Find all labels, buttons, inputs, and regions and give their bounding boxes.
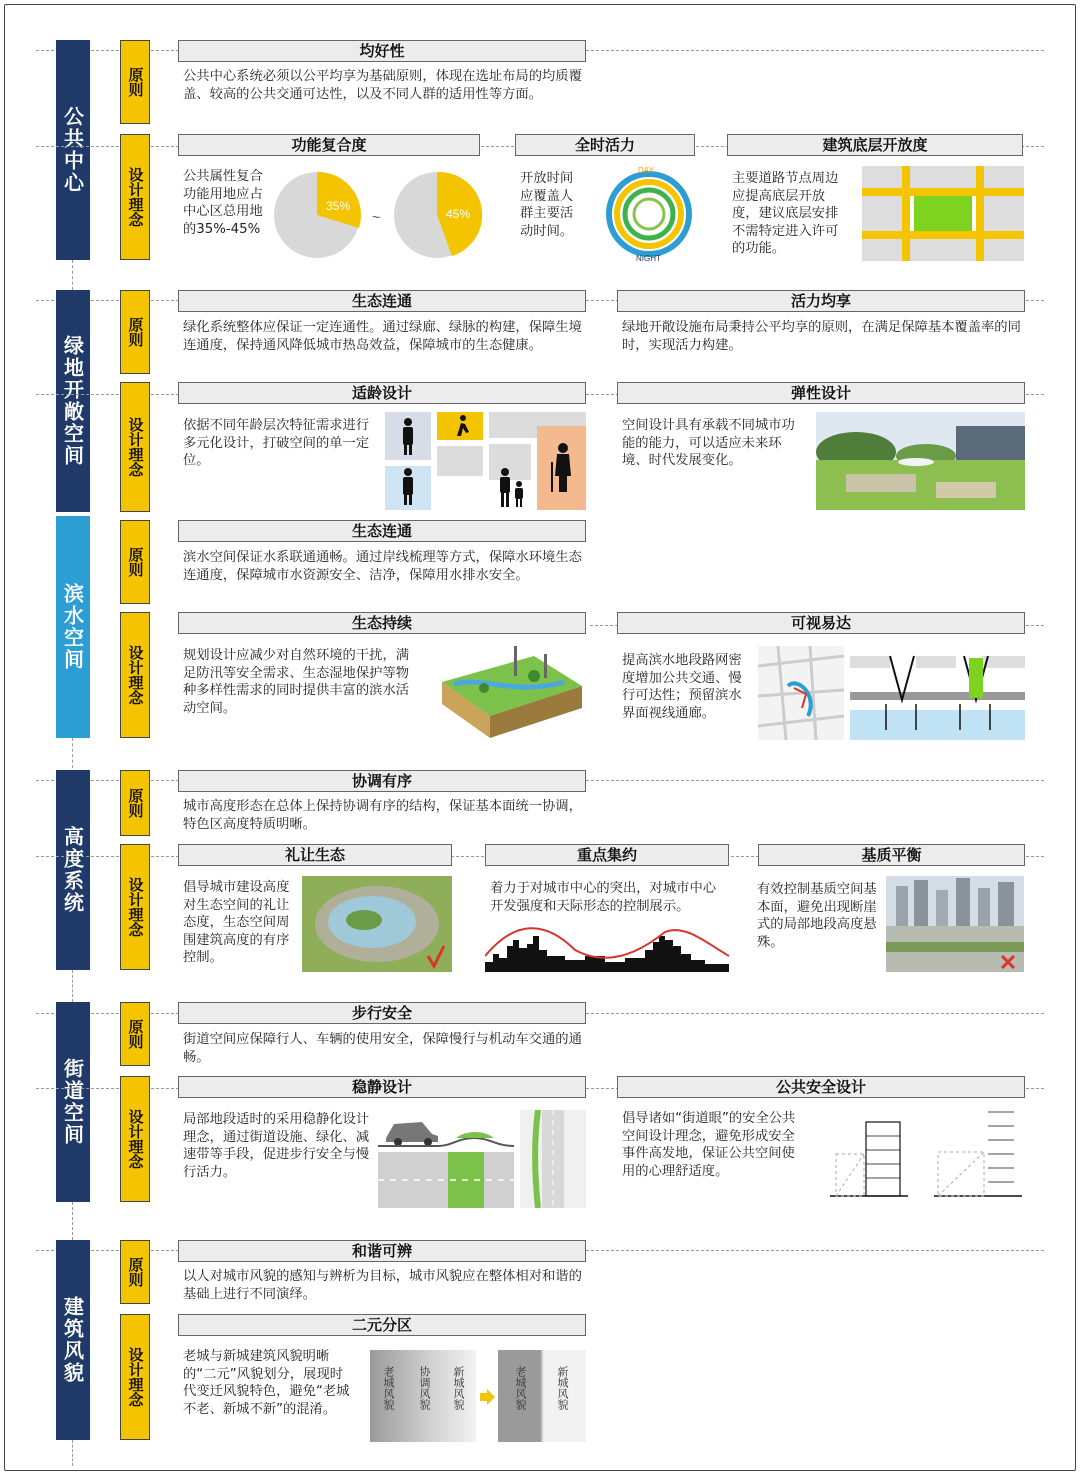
- principle-title: 生态连通: [178, 520, 586, 542]
- pie-label-45: 45%: [446, 207, 471, 221]
- divider: [72, 1202, 73, 1240]
- principle-text: 城市高度形态在总体上保持协调有序的结构，保证基本面统一协调，特色区高度特质明晰。: [183, 799, 582, 832]
- street-plan-diagram: [520, 1110, 586, 1208]
- principle-tag: 原则: [120, 290, 150, 374]
- pie-45: [394, 172, 482, 258]
- concept-title: 适龄设计: [178, 382, 586, 404]
- principle-tag: 原则: [120, 770, 150, 836]
- pie-charts: [272, 170, 484, 262]
- concept-title: 二元分区: [178, 1314, 586, 1336]
- zone-label: 协调风貌: [418, 1366, 431, 1410]
- concept-text: 公共属性复合功能用地应占中心区总用地的35%-45%: [183, 169, 263, 237]
- skyline-diagram: [485, 926, 729, 972]
- zone-gradient-before: [370, 1350, 476, 1442]
- divider: [72, 260, 73, 290]
- category-waterfront: 滨水空间: [56, 516, 90, 738]
- concept-tag: 设计理念: [120, 382, 150, 512]
- clock-day-label: DAY: [638, 166, 654, 175]
- city-skyline-photo: [886, 876, 1024, 972]
- principle-title: 协调有序: [178, 770, 586, 792]
- arrow-right-icon: [478, 1388, 496, 1406]
- sightline-section: [850, 646, 1025, 740]
- concept-text: 着力于对城市中心的突出，对城市中心开发强度和天际形态的控制展示。: [490, 881, 717, 914]
- concept-title: 建筑底层开放度: [727, 134, 1023, 156]
- principle-text: 街道空间应保障行人、车辆的使用安全，保障慢行与机动车交通的通畅。: [183, 1032, 582, 1065]
- concept-text: 局部地段适时的采用稳静化设计理念，通过街道设施、绿化、减速带等手段，促进步行安全与慢行活力。: [183, 1112, 370, 1180]
- pie-tilde: ~: [372, 209, 381, 225]
- concept-text: 规划设计应减少对自然环境的干扰，满足防汛等安全需求、生态湿地保护等物种多样性需求的同时提供丰富的滨水活动空间。: [183, 648, 410, 716]
- concept-text: 倡导城市建设高度对生态空间的礼让态度，生态空间周围建筑高度的有序控制。: [183, 880, 290, 965]
- principle-title: 生态连通: [178, 290, 586, 312]
- concept-tag: 设计理念: [120, 1314, 150, 1440]
- concept-tag: 设计理念: [120, 134, 150, 260]
- concept-tag: 设计理念: [120, 612, 150, 738]
- concept-text: 依据不同年龄层次特征需求进行多元化设计，打破空间的单一定位。: [183, 418, 370, 468]
- principle-text: 绿化系统整体应保证一定连通性。通过绿廊、绿脉的构建，保障生境连通度，保持通风降低城市热岛效益，保障城市的生态健康。: [183, 320, 582, 353]
- concept-title: 公共安全设计: [617, 1076, 1025, 1098]
- ground-floor-diagram: [862, 166, 1024, 261]
- park-photo: [816, 412, 1025, 510]
- eco-aerial-photo: [302, 876, 452, 972]
- principle-tag: 原则: [120, 1002, 150, 1066]
- concept-text: 老城与新城建筑风貌明晰的“二元”风貌划分，展现时代变迁风貌特色，避免“老城不老、新城不新”的混淆。: [183, 1349, 350, 1417]
- road-network-map: [758, 646, 844, 740]
- concept-title: 弹性设计: [617, 382, 1025, 404]
- divider: [72, 1440, 73, 1466]
- category-height: 高度系统: [56, 770, 90, 970]
- concept-text: 提高滨水地段路网密度增加公共交通、慢行可达性；预留滨水界面视线通廊。: [622, 653, 742, 721]
- principle-text: 绿地开敞设施布局秉持公平均享的原则，在满足保障基本覆盖率的同时，实现活力构建。: [622, 320, 1021, 353]
- zone-label: 老城风貌: [514, 1366, 527, 1410]
- concept-title: 稳静设计: [178, 1076, 586, 1098]
- principle-text: 以人对城市风貌的感知与辨析为目标，城市风貌应在整体相对和谐的基础上进行不同演绎。: [183, 1269, 582, 1302]
- concept-text: 主要道路节点周边应提高底层开放度，建议底层安排不需特定进入许可的功能。: [732, 171, 839, 256]
- concept-title: 生态持续: [178, 612, 586, 634]
- concept-title: 功能复合度: [178, 134, 480, 156]
- zone-label: 新城风貌: [556, 1366, 569, 1410]
- concept-text: 空间设计具有承载不同城市功能的能力，可以适应未来环境、时代发展变化。: [622, 418, 795, 468]
- concept-tag: 设计理念: [120, 1076, 150, 1202]
- concept-text: 开放时间应覆盖人群主要活动时间。: [520, 171, 574, 239]
- concept-tag: 设计理念: [120, 844, 150, 970]
- principle-tag: 原则: [120, 520, 150, 604]
- concept-title: 全时活力: [515, 134, 695, 156]
- divider: [72, 738, 73, 768]
- principle-title: 活力均享: [617, 290, 1025, 312]
- street-eyes-diagram: [828, 1108, 1024, 1198]
- concept-title: 可视易达: [617, 612, 1025, 634]
- principle-title: 均好性: [178, 40, 586, 62]
- pie-label-35: 35%: [326, 199, 351, 213]
- category-architecture: 建筑风貌: [56, 1240, 90, 1440]
- principle-text: 滨水空间保证水系联通通畅。通过岸线梳理等方式，保障水环境生态连通度，保障城市水资源安全、洁净，保障用水排水安全。: [183, 550, 582, 583]
- traffic-calming-diagram: [378, 1110, 514, 1208]
- concept-title: 基质平衡: [758, 844, 1025, 866]
- principle-title: 步行安全: [178, 1002, 586, 1024]
- principle-title: 和谐可辨: [178, 1240, 586, 1262]
- wetland-3d-diagram: [434, 636, 586, 740]
- principle-text: 公共中心系统必须以公平均享为基础原则，体现在选址布局的均质覆盖、较高的公共交通可达性，以及不同人群的适用性等方面。: [183, 69, 582, 102]
- zone-gradient-after: [498, 1350, 586, 1442]
- category-public-center: 公共中心: [56, 40, 90, 260]
- clock-night-label: NIGHT: [636, 254, 661, 262]
- category-green-space: 绿地开敞空间: [56, 290, 90, 512]
- age-groups-collage: [385, 412, 586, 510]
- category-street: 街道空间: [56, 1002, 90, 1202]
- concept-text: 倡导诸如“街道眼”的安全公共空间设计理念，避免形成安全事件高发地，保证公共空间使用的心理舒适度。: [622, 1111, 796, 1179]
- zone-label: 老城风貌: [382, 1366, 395, 1410]
- principle-tag: 原则: [120, 1240, 150, 1304]
- concept-title: 礼让生态: [178, 844, 452, 866]
- pie-35: [274, 172, 361, 258]
- zone-label: 新城风貌: [452, 1366, 465, 1410]
- principle-tag: 原则: [120, 40, 150, 124]
- day-night-clock-icon: [600, 164, 698, 262]
- concept-text: 有效控制基质空间基本面，避免出现断崖式的局部地段高度悬殊。: [757, 882, 877, 950]
- concept-title: 重点集约: [485, 844, 729, 866]
- divider: [72, 970, 73, 1002]
